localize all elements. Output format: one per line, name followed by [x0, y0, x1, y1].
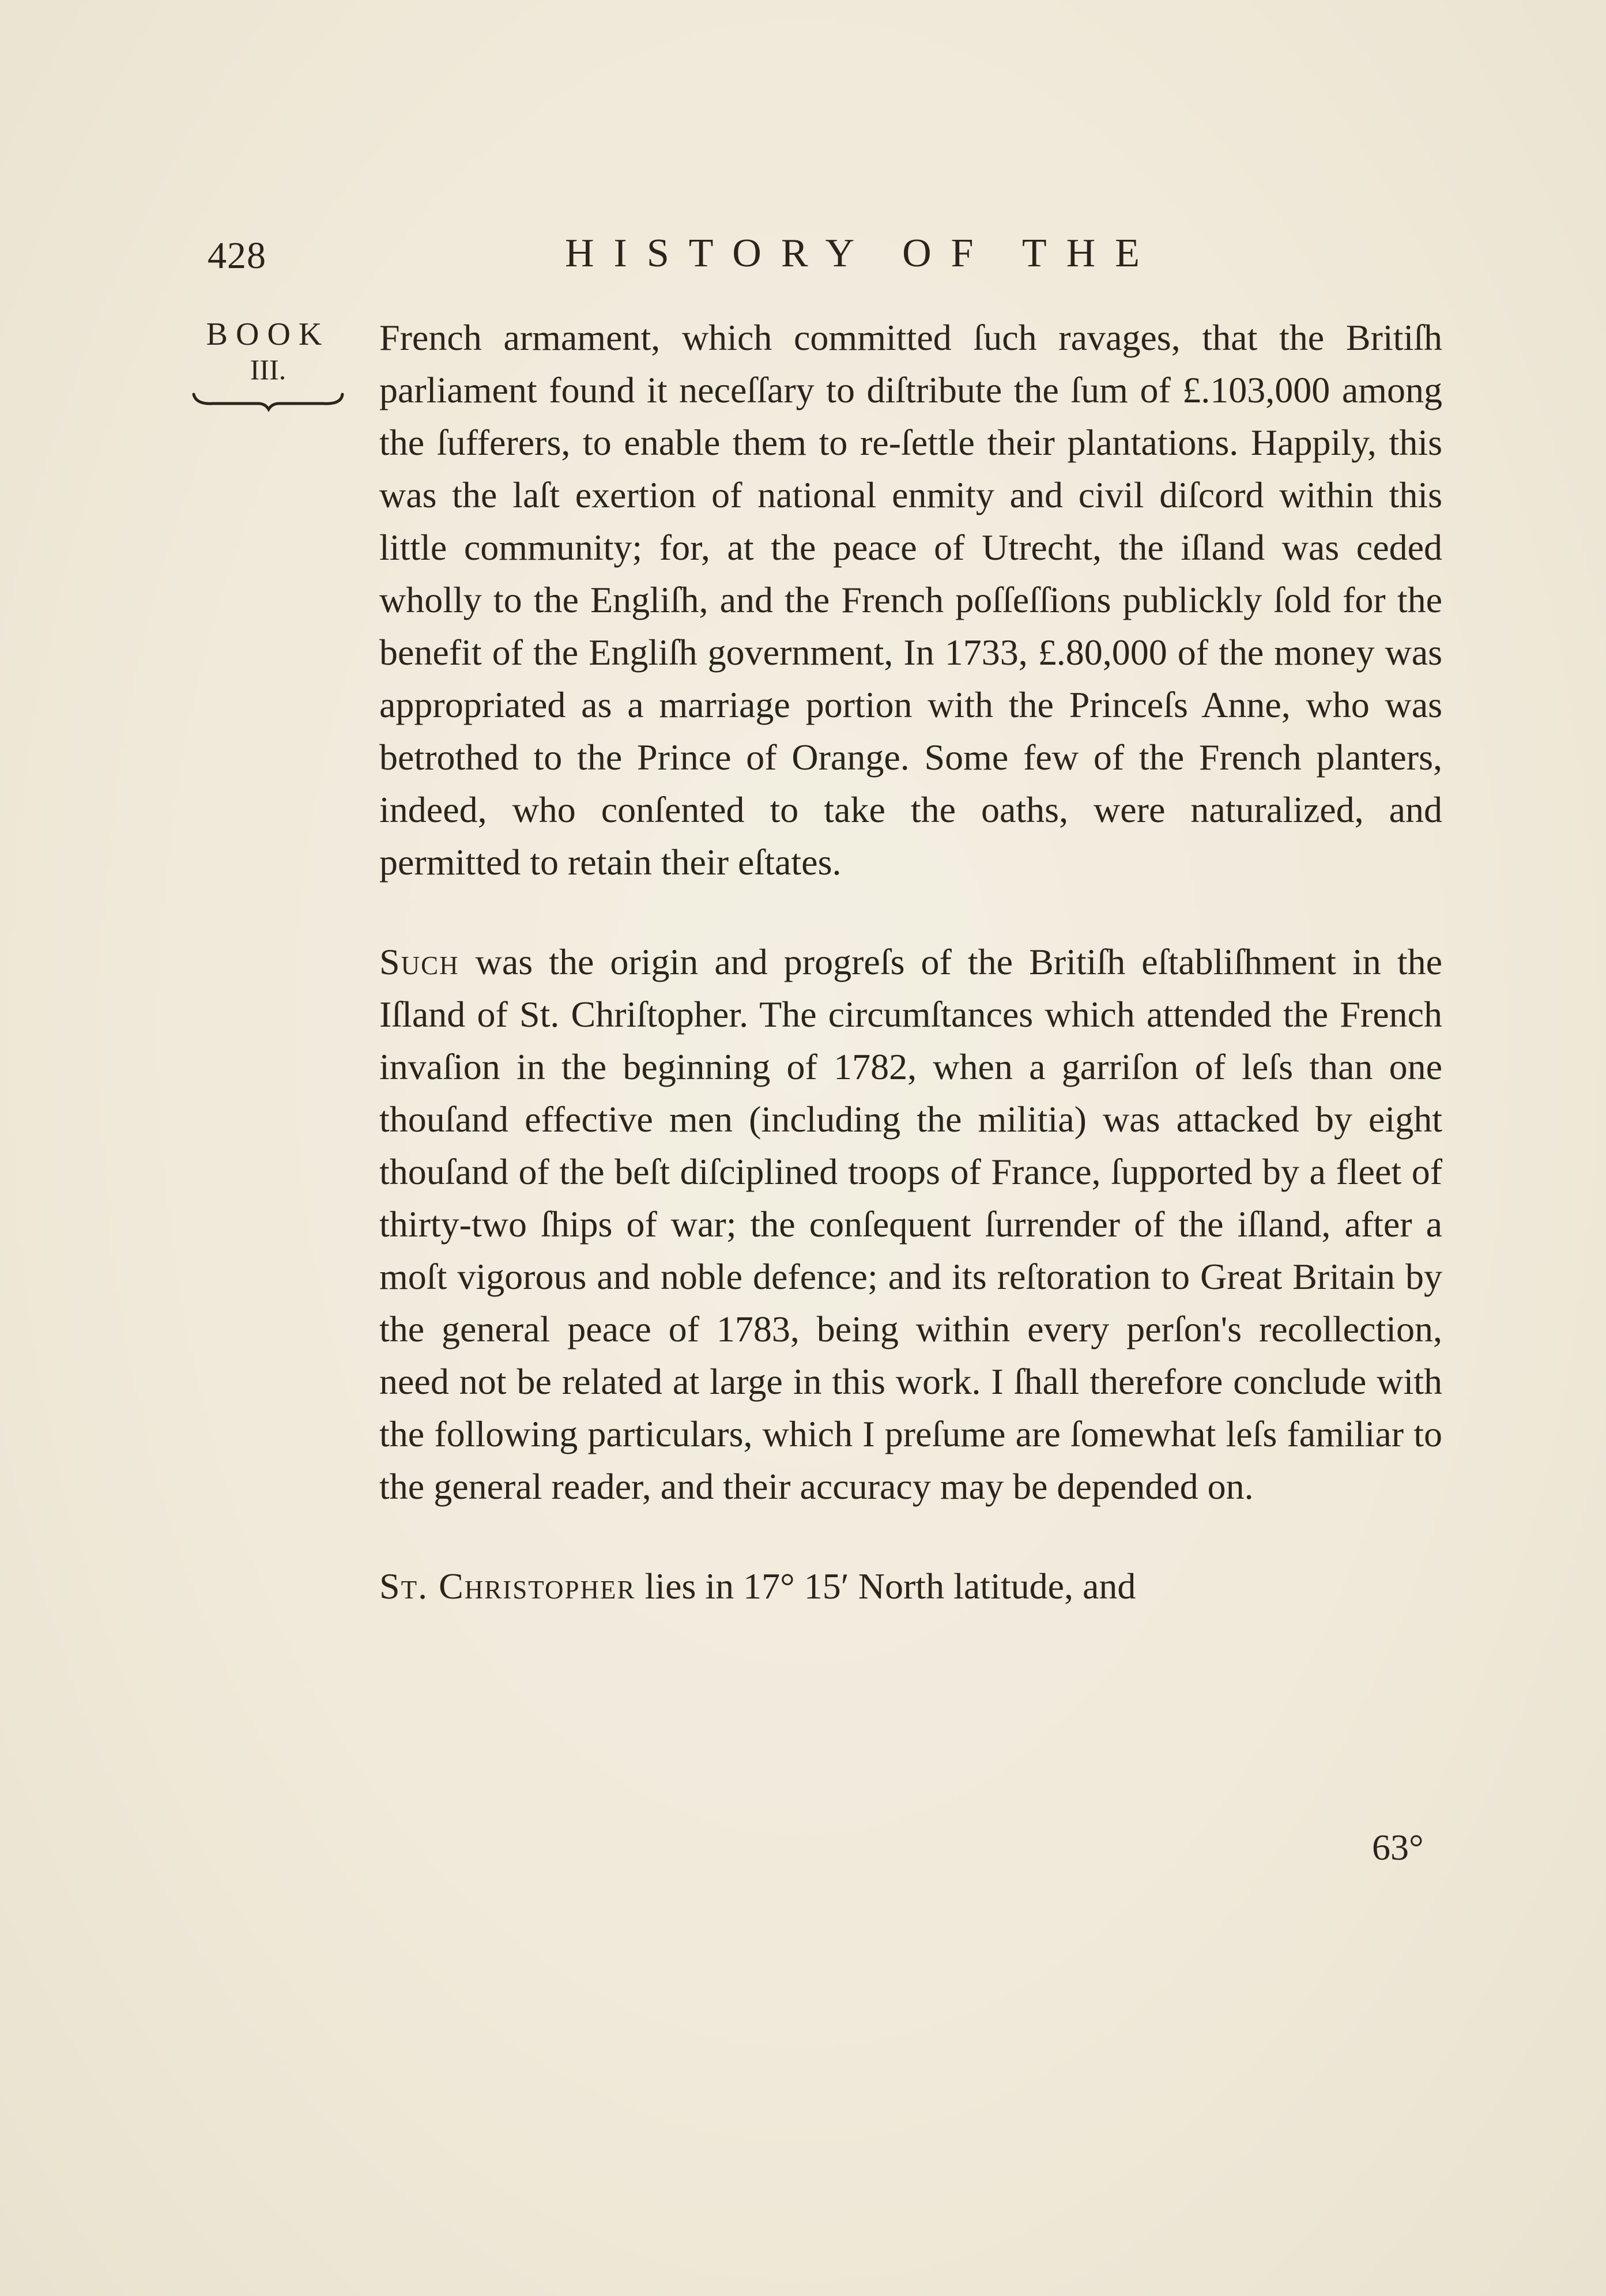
paragraph-text: lies in 17° 15′ North latitude, and [635, 1566, 1136, 1607]
catchword: 63° [1372, 1827, 1424, 1868]
paragraph-lead: Such [379, 941, 459, 982]
page-number: 428 [208, 235, 266, 277]
paragraph-lead: St. Christopher [379, 1566, 636, 1607]
page-header [0, 231, 1606, 277]
paragraph-text: French armament, which committed ſuch ravages, that the Britiſh parliament found it neceſſary to diſtribute the ſum of £.103,000 among the ſufferers, to enable them to re-ſettle their plantations. Happily, this was the laſt exertion of national enmity and civil diſcord within this little community; for, at the peace of Utrecht, the iſland was ceded wholly to the Engliſh, and the French poſſeſſions publickly ſold for the benefit of the Engliſh government, In 1733, £.80,000 of the money was appropriated as a marriage portion with the Princeſs Anne, who was betrothed to the Prince of Orange. Some few of the French planters, indeed, who conſented to take the oaths, were naturalized, and permitted to retain their eſtates. [379, 317, 1442, 883]
paragraph-text: was the origin and progreſs of the Britiſh eſtabliſhment in the Iſland of St. Chriſtopher. The circumſtances which attended the French invaſion in the beginning of 1782, when a garriſon of leſs than one thouſand effective men (including the militia) was attacked by eight thouſand of the beſt diſciplined troops of France, ſupported by a fleet of thirty-two ſhips of war; the conſequent ſurrender of the iſland, after a moſt vigorous and noble defence; and its reſtoration to Great Britain by the general peace of 1783, being within every perſon's recollection, need not be related at large in this work. I ſhall therefore conclude with the following particulars, which I preſume are ſomewhat leſs familiar to the general reader, and their accuracy may be depended on. [379, 941, 1442, 1507]
margin-note [190, 316, 346, 413]
running-head: HISTORY OF THE [565, 231, 1159, 276]
body-text [379, 311, 1442, 1612]
book-label: BOOK [206, 316, 330, 352]
brace-ornament [190, 390, 346, 413]
paragraph-3 [379, 1560, 1442, 1612]
paragraph-1 [379, 311, 1442, 888]
paragraph-2 [379, 936, 1442, 1513]
book-number: III. [250, 353, 286, 386]
